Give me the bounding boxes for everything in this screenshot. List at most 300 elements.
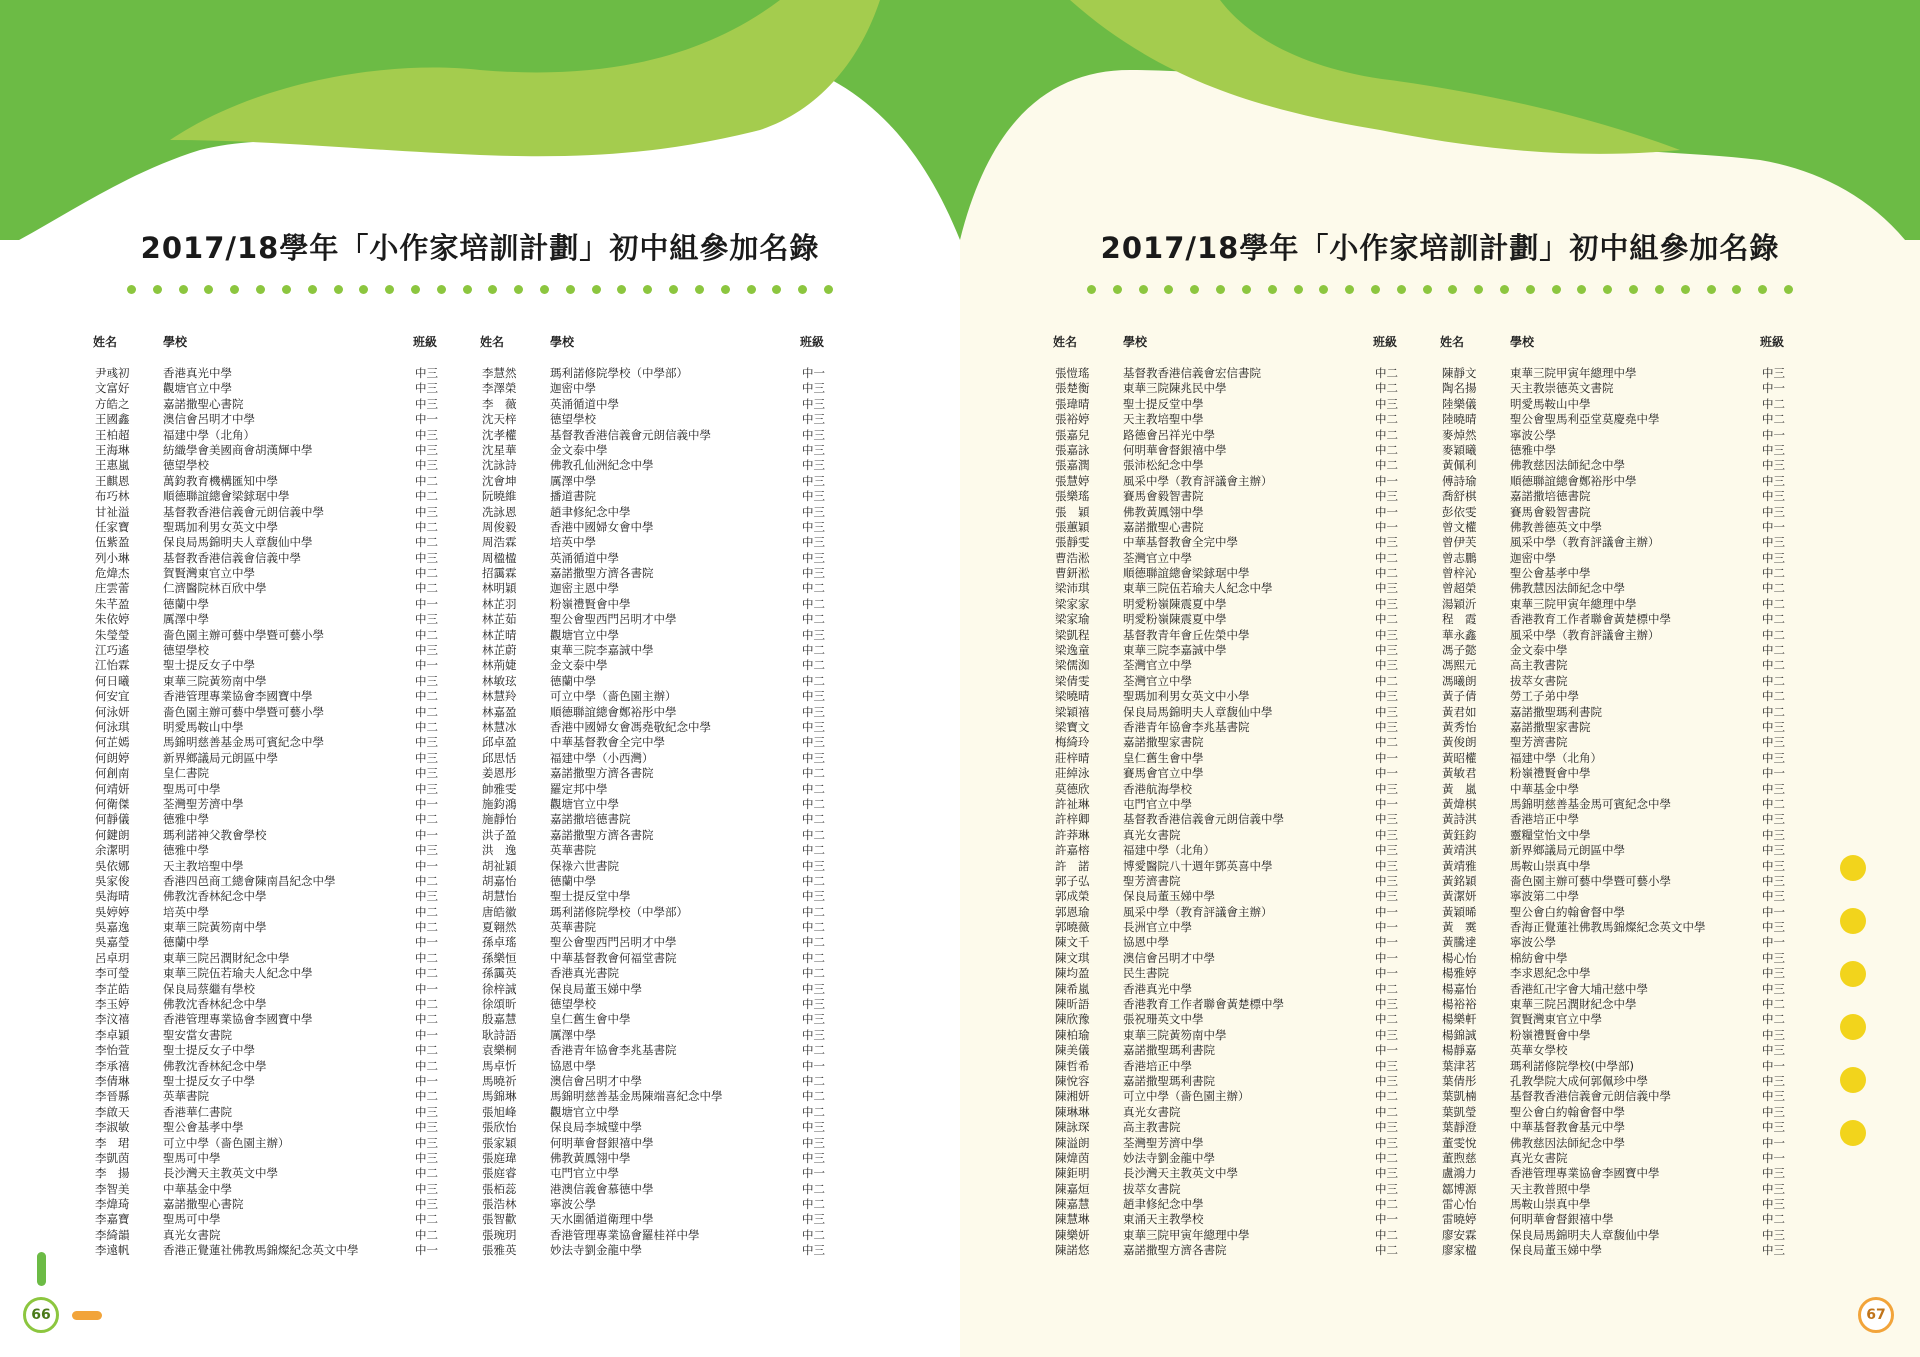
participant-name: 吳依娜 <box>95 858 130 873</box>
school-name: 嘉諾撒聖方濟各書院 <box>550 566 654 581</box>
participant-name: 陳柏瑜 <box>1055 1027 1090 1042</box>
participant-name: 黃穎晞 <box>1442 904 1477 919</box>
grade: 中一 <box>1375 1043 1398 1058</box>
participant-name: 危煒杰 <box>95 566 130 581</box>
participant-name: 林慧羚 <box>482 689 517 704</box>
grade: 中一 <box>1762 904 1785 919</box>
grade: 中三 <box>802 535 825 550</box>
school-name: 香港管理專業協會李國寶中學 <box>1510 1166 1660 1181</box>
school-name: 保良局馬錦明夫人章馥仙中學 <box>163 535 313 550</box>
grade: 中三 <box>1375 843 1398 858</box>
grade: 中二 <box>415 812 438 827</box>
participant-name: 招靄霖 <box>482 566 517 581</box>
participant-name: 麥焯然 <box>1442 427 1477 442</box>
grade: 中三 <box>1762 366 1785 380</box>
grade: 中三 <box>802 1150 825 1165</box>
participant-name: 殷嘉慧 <box>482 1012 517 1027</box>
grade: 中二 <box>802 612 825 627</box>
participant-name: 沈孝權 <box>482 427 517 442</box>
participant-name: 陳昕語 <box>1055 997 1090 1012</box>
grade: 中三 <box>415 366 438 380</box>
grade: 中三 <box>1762 827 1785 842</box>
school-name: 德望學校 <box>550 997 596 1012</box>
school-name: 真光女書院 <box>1510 1150 1568 1165</box>
grade: 中二 <box>802 1089 825 1104</box>
grade: 中二 <box>802 827 825 842</box>
grade: 中一 <box>1762 381 1785 396</box>
grade: 中三 <box>1762 550 1785 565</box>
school-name: 順德聯誼總會鄭裕彤中學 <box>1510 473 1637 488</box>
grade: 中三 <box>802 427 825 442</box>
participant-name: 孫靄英 <box>482 966 517 981</box>
school-name: 厲澤中學 <box>550 473 596 488</box>
participant-name: 李慧然 <box>482 366 517 380</box>
participant-name: 冼詠恩 <box>482 504 517 519</box>
school-name: 基督教香港信義會元朗信義中學 <box>163 504 324 519</box>
grade: 中二 <box>1375 381 1398 396</box>
participant-name: 曹浩淞 <box>1055 550 1090 565</box>
grade: 中一 <box>1375 920 1398 935</box>
school-name: 基督教香港信義會元朗信義中學 <box>1510 1089 1671 1104</box>
grade: 中二 <box>1375 412 1398 427</box>
grade: 中一 <box>415 796 438 811</box>
participant-name: 陳慧琳 <box>1055 1212 1090 1227</box>
grade: 中三 <box>802 735 825 750</box>
participant-name: 林嘉盈 <box>482 704 517 719</box>
grade: 中二 <box>1375 1227 1398 1242</box>
grade: 中三 <box>1762 781 1785 796</box>
participant-name: 江怡霖 <box>95 658 130 673</box>
school-name: 賽馬會官立中學 <box>1123 766 1204 781</box>
participant-name: 姜恩彤 <box>482 766 517 781</box>
school-name: 張沛松紀念中學 <box>1123 458 1204 473</box>
grade: 中二 <box>802 673 825 688</box>
school-name: 嗇色園主辦可藝中學暨可藝小學 <box>1510 873 1671 888</box>
school-name: 仁濟醫院林百欣中學 <box>163 581 267 596</box>
participant-name: 曾伊芙 <box>1442 535 1477 550</box>
school-name: 天主教普照中學 <box>1510 1181 1591 1196</box>
school-name: 高主教書院 <box>1510 658 1568 673</box>
grade: 中二 <box>1762 596 1785 611</box>
grade: 中二 <box>415 566 438 581</box>
grade: 中三 <box>1375 658 1398 673</box>
participant-name: 黃敏君 <box>1442 766 1477 781</box>
school-name: 香港培正中學 <box>1123 1058 1192 1073</box>
grade: 中二 <box>1762 658 1785 673</box>
grade: 中三 <box>415 735 438 750</box>
participant-name: 陳鉅明 <box>1055 1166 1090 1181</box>
participant-name: 朱芊盈 <box>95 596 130 611</box>
participant-name: 何靜儀 <box>95 812 130 827</box>
grade: 中三 <box>802 750 825 765</box>
school-name: 馬鞍山崇真中學 <box>1510 858 1591 873</box>
participant-name: 徐梓誠 <box>482 981 517 996</box>
participant-name: 陳詠琛 <box>1055 1120 1090 1135</box>
school-name: 荃灣官立中學 <box>1123 658 1192 673</box>
school-name: 聖公會聖西門呂明才中學 <box>550 935 677 950</box>
grade: 中二 <box>802 658 825 673</box>
grade: 中三 <box>802 889 825 904</box>
grade: 中三 <box>1375 489 1398 504</box>
grade: 中二 <box>415 997 438 1012</box>
grade: 中三 <box>1375 396 1398 411</box>
grade: 中三 <box>415 1104 438 1119</box>
header-name: 姓名 <box>1053 335 1078 349</box>
grade: 中三 <box>802 489 825 504</box>
green-wave-decoration <box>960 0 1920 240</box>
school-name: 嘉諾撒聖方濟各書院 <box>550 766 654 781</box>
grade: 中三 <box>415 843 438 858</box>
grade: 中三 <box>1762 1043 1785 1058</box>
grade: 中二 <box>802 1043 825 1058</box>
grade: 中三 <box>1375 535 1398 550</box>
school-name: 順德聯誼總會梁銶琚中學 <box>163 489 290 504</box>
grade: 中三 <box>1762 442 1785 457</box>
participant-name: 麥穎曦 <box>1442 442 1477 457</box>
grade: 中三 <box>1762 458 1785 473</box>
participant-name: 沈星華 <box>482 442 517 457</box>
school-name: 馬錦明慈善基金馬可賓紀念中學 <box>163 735 324 750</box>
participant-name: 陳溢朗 <box>1055 1135 1090 1150</box>
participant-name: 邱卓盈 <box>482 735 517 750</box>
grade: 中二 <box>415 581 438 596</box>
school-name: 何明華會督銀禧中學 <box>1123 442 1227 457</box>
participant-name: 李智美 <box>95 1181 130 1196</box>
grade: 中三 <box>1375 596 1398 611</box>
grade: 中二 <box>1375 612 1398 627</box>
grade: 中二 <box>415 950 438 965</box>
grade: 中二 <box>1762 643 1785 658</box>
page-number: 66 <box>23 1297 59 1333</box>
school-name: 嘉諾撒聖心書院 <box>1123 519 1204 534</box>
grade: 中三 <box>1375 704 1398 719</box>
school-name: 荃灣官立中學 <box>1123 673 1192 688</box>
participant-name: 耿詩語 <box>482 1027 517 1042</box>
green-bar-decoration <box>37 1252 46 1286</box>
school-name: 趙聿修紀念中學 <box>550 504 631 519</box>
participant-name: 彭依雯 <box>1442 504 1477 519</box>
participant-name: 李遠帆 <box>95 1243 130 1258</box>
grade: 中三 <box>1762 489 1785 504</box>
participant-name: 陳嘉慧 <box>1055 1197 1090 1212</box>
school-name: 中華基督教會基元中學 <box>1510 1120 1625 1135</box>
school-name: 聖瑪加利男女英文中小學 <box>1123 689 1250 704</box>
participant-name: 許莽琳 <box>1055 827 1090 842</box>
participant-name: 何泳琪 <box>95 719 130 734</box>
participant-name: 莫德欣 <box>1055 781 1090 796</box>
grade: 中二 <box>1762 581 1785 596</box>
participant-name: 莊綽泳 <box>1055 766 1090 781</box>
grade: 中一 <box>1375 935 1398 950</box>
school-name: 佛教善德英文中學 <box>1510 519 1602 534</box>
school-name: 東華三院黃笏南中學 <box>1123 1027 1227 1042</box>
school-name: 德蘭中學 <box>163 935 209 950</box>
school-name: 靈糧堂怡文中學 <box>1510 827 1591 842</box>
school-name: 觀塘官立中學 <box>163 381 232 396</box>
school-name: 拔萃女書院 <box>1123 1181 1181 1196</box>
grade: 中一 <box>802 1166 825 1181</box>
participant-name: 何鍵朗 <box>95 827 130 842</box>
participant-name: 何日曦 <box>95 673 130 688</box>
participant-name: 夏翱然 <box>482 920 517 935</box>
grade: 中一 <box>1375 796 1398 811</box>
participant-name: 李澤榮 <box>482 381 517 396</box>
grade: 中二 <box>802 843 825 858</box>
grade: 中三 <box>415 1181 438 1196</box>
participant-name: 陸曉晴 <box>1442 412 1477 427</box>
page-title: 2017/18學年「小作家培訓計劃」初中組參加名錄 <box>1100 231 1780 265</box>
participant-name: 邱思恬 <box>482 750 517 765</box>
participant-name: 葉凱瑩 <box>1442 1104 1477 1119</box>
participant-name: 吳婷婷 <box>95 904 130 919</box>
participant-name: 葉靜澄 <box>1442 1120 1477 1135</box>
school-name: 棉紡會中學 <box>1510 950 1568 965</box>
grade: 中一 <box>415 412 438 427</box>
school-name: 英涌循道中學 <box>550 550 619 565</box>
grade: 中三 <box>802 1212 825 1227</box>
participant-name: 施鈞鴻 <box>482 796 517 811</box>
participant-name: 華永鑫 <box>1442 627 1477 642</box>
participant-name: 張栢蕊 <box>482 1181 517 1196</box>
grade: 中三 <box>1762 750 1785 765</box>
grade: 中三 <box>415 766 438 781</box>
school-name: 萬鈞教育機構匯知中學 <box>163 473 278 488</box>
participant-name: 李汶禧 <box>95 1012 130 1027</box>
participant-name: 陳琳琳 <box>1055 1104 1090 1119</box>
participant-name: 梅綺玲 <box>1055 735 1090 750</box>
header-grade: 班級 <box>1760 335 1785 349</box>
grade: 中三 <box>1375 643 1398 658</box>
participant-name: 陳文琪 <box>1055 950 1090 965</box>
school-name: 嘉諾撒聖瑪利書院 <box>1123 1073 1215 1088</box>
participant-name: 楊裕裕 <box>1442 997 1477 1012</box>
grade: 中三 <box>1375 873 1398 888</box>
grade: 中二 <box>1762 566 1785 581</box>
school-name: 嘉諾撒聖家書院 <box>1123 735 1204 750</box>
school-name: 佛教黃鳳翎中學 <box>550 1150 631 1165</box>
grade: 中二 <box>415 473 438 488</box>
page-title: 2017/18學年「小作家培訓計劃」初中組參加名錄 <box>140 231 820 265</box>
participant-name: 馮子懿 <box>1442 643 1477 658</box>
grade: 中二 <box>1375 550 1398 565</box>
participant-name: 黃煒棋 <box>1442 796 1477 811</box>
school-name: 德望學校 <box>163 643 209 658</box>
participant-name: 李凱茵 <box>95 1150 130 1165</box>
participant-name: 傅詩瑜 <box>1442 473 1477 488</box>
grade: 中三 <box>415 396 438 411</box>
participant-name: 江巧遙 <box>95 643 130 658</box>
participant-name: 郭曉薇 <box>1055 920 1090 935</box>
grade: 中一 <box>1375 766 1398 781</box>
school-name: 保良局董玉娣中學 <box>1123 889 1215 904</box>
school-name: 德蘭中學 <box>163 596 209 611</box>
school-name: 粉嶺禮賢會中學 <box>1510 766 1591 781</box>
participant-name: 梁家家 <box>1055 596 1090 611</box>
school-name: 風采中學（教育評議會主辦） <box>1123 904 1273 919</box>
grade: 中一 <box>1762 427 1785 442</box>
school-name: 嘉諾撒聖心書院 <box>163 1197 244 1212</box>
school-name: 聖公會白約翰會督中學 <box>1510 904 1625 919</box>
school-name: 保良局馬錦明夫人章馥仙中學 <box>1510 1227 1660 1242</box>
grade: 中一 <box>1762 766 1785 781</box>
school-name: 保良局馬錦明夫人章馥仙中學 <box>1123 704 1273 719</box>
participant-name: 董煦慈 <box>1442 1150 1477 1165</box>
participant-name: 胡嘉怡 <box>482 873 517 888</box>
participant-name: 馮曦朗 <box>1442 673 1477 688</box>
school-name: 聖馬可中學 <box>163 1150 221 1165</box>
grade: 中三 <box>1762 950 1785 965</box>
grade: 中三 <box>1762 1027 1785 1042</box>
grade: 中三 <box>1762 473 1785 488</box>
grade: 中三 <box>415 1197 438 1212</box>
school-name: 荃灣官立中學 <box>1123 550 1192 565</box>
school-name: 瑪利諾修院學校(中學部) <box>1510 1058 1634 1073</box>
grade: 中三 <box>802 1120 825 1135</box>
grade: 中二 <box>1762 673 1785 688</box>
participant-name: 楊錦誠 <box>1442 1027 1477 1042</box>
school-name: 迦密主恩中學 <box>550 581 619 596</box>
grade: 中一 <box>1762 1135 1785 1150</box>
participant-name: 黃君如 <box>1442 704 1477 719</box>
grade: 中二 <box>415 489 438 504</box>
grade: 中二 <box>415 1012 438 1027</box>
participant-name: 列小琳 <box>95 550 130 565</box>
school-name: 嗇色園主辦可藝中學暨可藝小學 <box>163 704 324 719</box>
yellow-dot-decoration <box>1840 1067 1866 1093</box>
school-name: 德望學校 <box>163 458 209 473</box>
grade: 中二 <box>415 873 438 888</box>
grade: 中三 <box>1375 997 1398 1012</box>
school-name: 羅定邦中學 <box>550 781 608 796</box>
grade: 中三 <box>415 427 438 442</box>
school-name: 迦密中學 <box>1510 550 1556 565</box>
grade: 中三 <box>802 550 825 565</box>
school-name: 基督教香港信義會宏信書院 <box>1123 366 1261 380</box>
school-name: 瑪利諾修院學校（中學部） <box>550 366 688 380</box>
grade: 中三 <box>1375 812 1398 827</box>
school-name: 聖公會白約翰會督中學 <box>1510 1104 1625 1119</box>
school-name: 聖公會基孝中學 <box>1510 566 1591 581</box>
participant-name: 袁樂桐 <box>482 1043 517 1058</box>
participant-name: 雷心怡 <box>1442 1197 1477 1212</box>
grade: 中二 <box>802 596 825 611</box>
school-name: 寧波公學 <box>550 1197 596 1212</box>
grade: 中一 <box>415 1243 438 1258</box>
participant-name: 王國鑫 <box>95 412 130 427</box>
school-name: 可立中學（嗇色園主辦） <box>163 1135 290 1150</box>
school-name: 聖士提反女子中學 <box>163 1043 255 1058</box>
school-name: 馬錦明慈善基金馬陳端喜紀念中學 <box>550 1089 723 1104</box>
participant-name: 孫樂恒 <box>482 950 517 965</box>
grade: 中二 <box>802 1181 825 1196</box>
school-name: 佛教慧因法師紀念中學 <box>1510 581 1625 596</box>
participant-name: 楊雅婷 <box>1442 966 1477 981</box>
school-name: 明愛粉嶺陳震夏中學 <box>1123 612 1227 627</box>
school-name: 勞工子弟中學 <box>1510 689 1579 704</box>
school-name: 英華書院 <box>550 843 596 858</box>
header-grade: 班級 <box>1373 335 1398 349</box>
grade: 中二 <box>1762 612 1785 627</box>
grade: 中二 <box>1375 442 1398 457</box>
participant-name: 陳湘妍 <box>1055 1089 1090 1104</box>
participant-name: 陳美儀 <box>1055 1043 1090 1058</box>
grade: 中三 <box>1762 535 1785 550</box>
school-name: 基督教青年會丘佐榮中學 <box>1123 627 1250 642</box>
participant-name: 董雯悅 <box>1442 1135 1477 1150</box>
school-name: 天主教崇德英文書院 <box>1510 381 1614 396</box>
participant-name: 庄雲蕾 <box>95 581 130 596</box>
grade: 中二 <box>1375 427 1398 442</box>
school-name: 新界鄉議局元朗區中學 <box>163 750 278 765</box>
school-name: 保良局李城璧中學 <box>550 1120 642 1135</box>
school-name: 荃灣聖芳濟中學 <box>163 796 244 811</box>
school-name: 馬錦明慈善基金馬可賓紀念中學 <box>1510 796 1671 811</box>
participant-name: 方皓之 <box>95 396 130 411</box>
school-name: 香港四邑商工總會陳南昌紀念中學 <box>163 873 336 888</box>
participant-name: 李晉縣 <box>95 1089 130 1104</box>
participant-name: 曾文權 <box>1442 519 1477 534</box>
grade: 中三 <box>415 381 438 396</box>
participant-name: 何泳妍 <box>95 704 130 719</box>
participant-name: 張浩林 <box>482 1197 517 1212</box>
grade: 中二 <box>415 1058 438 1073</box>
grade: 中三 <box>802 704 825 719</box>
grade: 中二 <box>1375 981 1398 996</box>
school-name: 福建中學（北角） <box>1510 750 1602 765</box>
grade: 中二 <box>415 920 438 935</box>
school-name: 基督教香港信義會元朗信義中學 <box>1123 812 1284 827</box>
participant-name: 梁寶文 <box>1055 719 1090 734</box>
participant-name: 莊梓晴 <box>1055 750 1090 765</box>
grade: 中二 <box>802 873 825 888</box>
school-name: 路德會呂祥光中學 <box>1123 427 1215 442</box>
school-name: 聖瑪加利男女英文中學 <box>163 519 278 534</box>
school-name: 培英中學 <box>163 904 209 919</box>
participant-name: 梁逸童 <box>1055 643 1090 658</box>
participant-name: 黃俊朗 <box>1442 735 1477 750</box>
grade: 中三 <box>802 566 825 581</box>
school-name: 嘉諾撒聖心書院 <box>163 396 244 411</box>
school-name: 東華三院伍若瑜夫人紀念中學 <box>163 966 313 981</box>
participant-name: 李倩琳 <box>95 1073 130 1088</box>
school-name: 香港真光書院 <box>550 966 619 981</box>
school-name: 觀塘官立中學 <box>550 1104 619 1119</box>
school-name: 香港培正中學 <box>1510 812 1579 827</box>
grade: 中二 <box>1375 1197 1398 1212</box>
school-name: 何明華會督銀禧中學 <box>1510 1212 1614 1227</box>
grade: 中三 <box>802 442 825 457</box>
participant-name: 張靜雯 <box>1055 535 1090 550</box>
participant-name: 張嘉詠 <box>1055 442 1090 457</box>
participant-name: 張慧婷 <box>1055 473 1090 488</box>
yellow-dot-decoration <box>1840 855 1866 881</box>
school-name: 中華基督教會何福堂書院 <box>550 950 677 965</box>
school-name: 香港正覺蓮社佛教馬錦燦紀念英文中學 <box>163 1243 359 1258</box>
participant-name: 陳文千 <box>1055 935 1090 950</box>
school-name: 孔教學院大成何郭佩珍中學 <box>1510 1073 1648 1088</box>
school-name: 真光女書院 <box>163 1227 221 1242</box>
participant-name: 施靜怡 <box>482 812 517 827</box>
participant-name: 胡祉穎 <box>482 858 517 873</box>
grade: 中一 <box>415 935 438 950</box>
participant-name: 郭恩瑜 <box>1055 904 1090 919</box>
school-name: 妙法寺劉金龍中學 <box>550 1243 642 1258</box>
school-name: 可立中學（嗇色園主辦） <box>550 689 677 704</box>
grade: 中三 <box>802 412 825 427</box>
participant-name: 林芷晴 <box>482 627 517 642</box>
grade: 中二 <box>415 704 438 719</box>
participant-name: 張嘉潤 <box>1055 458 1090 473</box>
